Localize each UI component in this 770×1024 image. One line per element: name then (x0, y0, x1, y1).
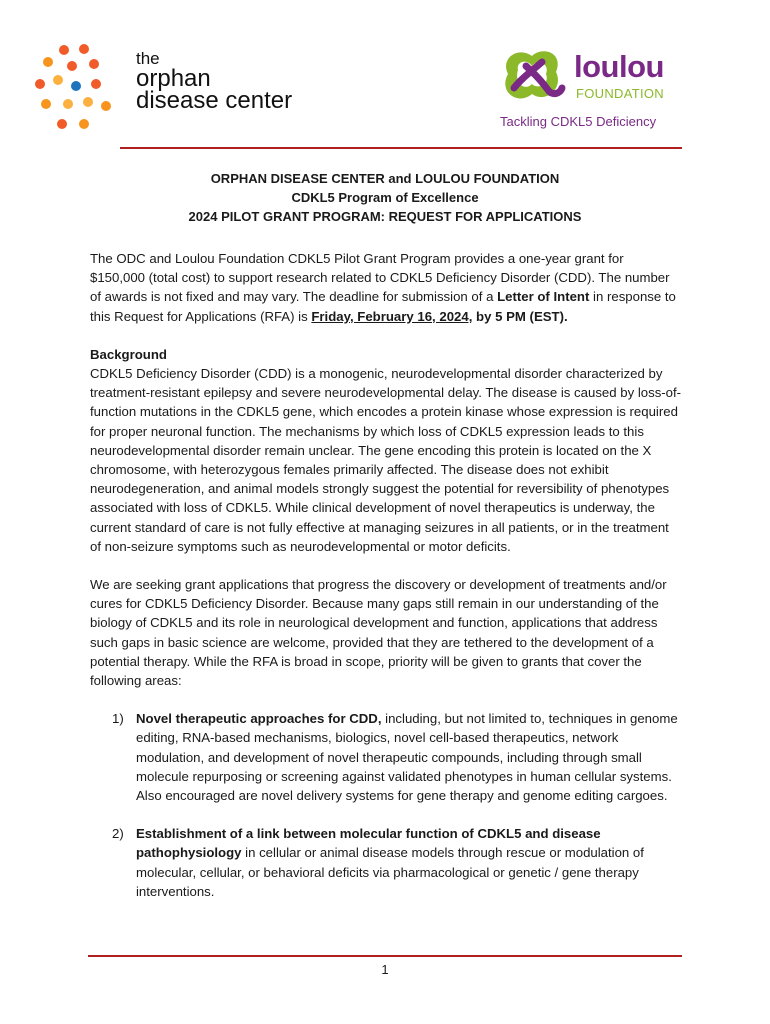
intro-text-1: The ODC and Loulou Foundation CDKL5 Pilot Grant Program provides a one-year grant for $150,000 (total cost) to support research related to CDKL5 Deficiency Disorder (CDD). The number of awards is not fixed and may vary. The deadline for submission of a (90, 251, 670, 305)
loulou-tagline: Tackling CDKL5 Deficiency (500, 114, 657, 129)
footer-divider (88, 955, 682, 957)
loulou-foundation-label: FOUNDATION (576, 86, 664, 101)
list-item-number: 2) (112, 826, 124, 842)
list-item-body: in cellular or animal disease models through rescue or modulation of molecular, cellular, or behavioral deficits via pharmacological or genetic / gene therapy interventions. (136, 845, 644, 899)
list-item-body: including, but not limited to, techniques in genome editing, RNA-based mechanisms, biologics, novel cell-based therapeutics, network modulation, and development of novel therapeutic compounds, including through small molecule repurposing or screening against validated phenotypes in human cellular systems. Also encouraged are novel delivery systems for gene therapy and genome editing cargoes. (136, 711, 678, 804)
dots-logo-icon (34, 40, 124, 132)
odc-wordmark (136, 50, 292, 112)
list-item-bold: Establishment of a link between molecular function of CDKL5 and disease pathophysiology (136, 826, 601, 861)
loulou-name: loulou (574, 49, 664, 84)
odc-the: the (136, 49, 160, 68)
loulou-foundation-logo (498, 44, 688, 134)
title-line-1: ORPHAN DISEASE CENTER and LOULOU FOUNDATION (210, 171, 560, 186)
orphan-disease-center-logo (34, 40, 314, 132)
background-heading: Background (90, 346, 167, 362)
intro-deadline-time: by 5 PM (EST). (472, 308, 568, 324)
header-divider (120, 147, 682, 149)
title-line-3: 2024 PILOT GRANT PROGRAM: REQUEST FOR APPLICATIONS (188, 209, 582, 224)
seeking-paragraph: We are seeking grant applications that progress the discovery or development of treatments and/or cures for CDKL5 Deficiency Disorder. Because many gaps still remain in our understanding of the biology of CDKL5 and its role in neurological development and function, applications that address such gaps in basic science are welcome, provided that they are tethered to the development of a potential therapy. While the RFA is broad in scope, priority will be given to grants that cover the following areas: (90, 577, 667, 689)
priority-areas-list (112, 709, 682, 901)
loulou-mark-icon (498, 44, 568, 108)
list-item-number: 1) (112, 711, 124, 727)
list-item (112, 709, 682, 805)
odc-line1: orphan (136, 65, 211, 92)
page-number: 1 (381, 962, 389, 977)
document-body (90, 249, 682, 920)
intro-text-2: in response to this Request for Applications (RFA) is (90, 289, 676, 324)
title-line-2: CDKL5 Program of Excellence (291, 190, 479, 205)
list-item (112, 824, 682, 901)
intro-deadline: Friday, February 16, 2024, (311, 308, 473, 324)
list-item-text (136, 824, 682, 901)
intro-loi: Letter of Intent (497, 289, 590, 305)
document-title (90, 169, 680, 226)
background-section (90, 345, 682, 556)
background-text: CDKL5 Deficiency Disorder (CDD) is a monogenic, neurodevelopmental disorder characterized by treatment-resistant epilepsy and severe neurodevelopmental delay. The disease is caused by loss-of-function mutations in the CDKL5 gene, which encodes a protein kinase whose expression is required for proper neuronal function. The mechanisms by which loss of CDKL5 expression leads to this neurodevelopmental disorder remain unclear. The gene encoding this protein is located on the X chromosome, with heterozygous females primarily affected. The disease does not exhibit neurodegeneration, and animal models strongly suggest the potential for reversibility of phenotypes associated with loss of CDKL5. While clinical development of novel therapeutics is underway, the current standard of care is not fully effective at managing seizures in all patients, or in the treatment of non-seizure symptoms such as neurodevelopmental or motor deficits. (90, 366, 682, 554)
intro-paragraph (90, 249, 682, 326)
list-item-bold: Novel therapeutic approaches for CDD, (136, 711, 382, 727)
odc-line2: disease center (136, 87, 293, 114)
list-item-text (136, 709, 682, 805)
